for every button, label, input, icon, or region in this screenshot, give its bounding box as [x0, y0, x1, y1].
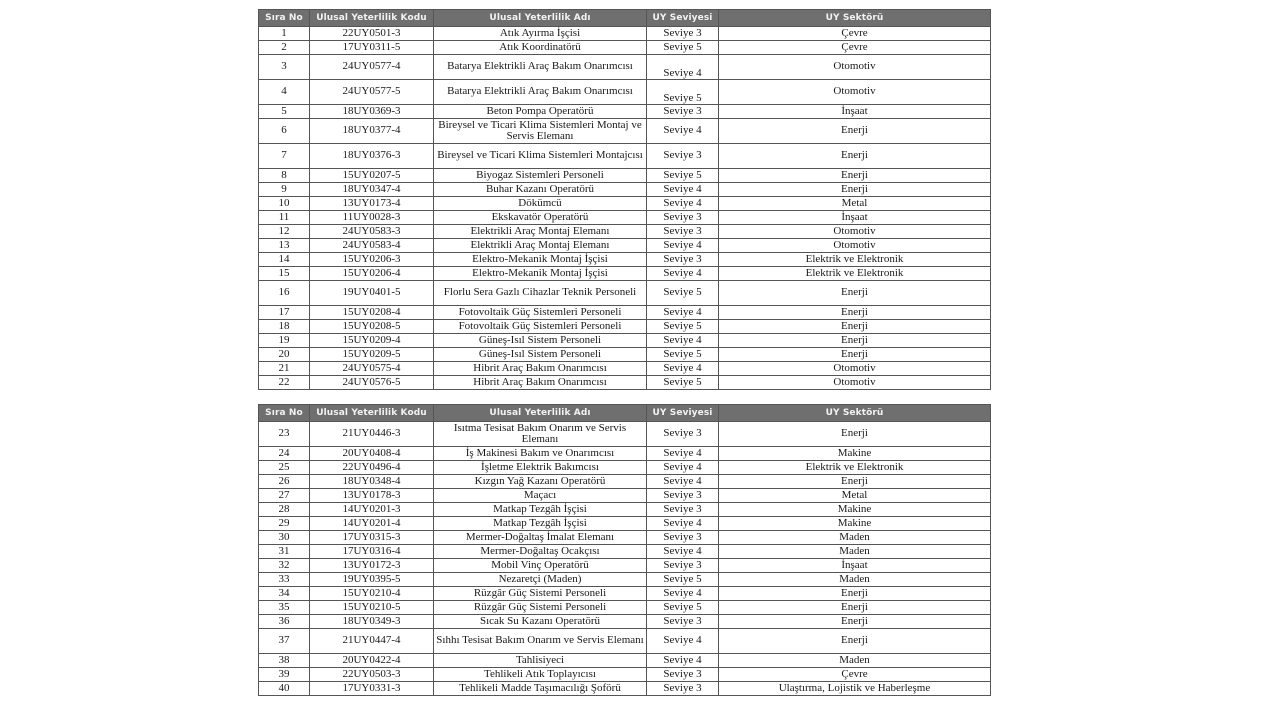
cell-sektoru: Elektrik ve Elektronik	[719, 253, 991, 267]
cell-sektoru: Enerji	[719, 169, 991, 183]
cell-seviyesi: Seviye 5	[647, 281, 719, 306]
cell-sektoru: Enerji	[719, 422, 991, 447]
cell-sektoru: Otomotiv	[719, 376, 991, 390]
cell-kodu: 15UY0210-5	[310, 601, 434, 615]
cell-sira-no: 8	[259, 169, 310, 183]
cell-kodu: 21UY0447-4	[310, 629, 434, 654]
cell-sira-no: 13	[259, 239, 310, 253]
table-row	[259, 503, 991, 517]
cell-sektoru: İnşaat	[719, 211, 991, 225]
cell-sektoru: Enerji	[719, 183, 991, 197]
table-row	[259, 531, 991, 545]
cell-kodu: 17UY0316-4	[310, 545, 434, 559]
cell-adi: Hibrit Araç Bakım Onarımcısı	[434, 362, 647, 376]
cell-kodu: 18UY0369-3	[310, 105, 434, 119]
cell-adi: Ekskavatör Operatörü	[434, 211, 647, 225]
cell-sira-no: 15	[259, 267, 310, 281]
cell-sektoru: Otomotiv	[719, 362, 991, 376]
cell-adi: Güneş-Isıl Sistem Personeli	[434, 348, 647, 362]
table-row	[259, 334, 991, 348]
cell-sira-no: 18	[259, 320, 310, 334]
header-kodu: Ulusal Yeterlilik Kodu	[310, 405, 434, 422]
cell-seviyesi: Seviye 4	[647, 197, 719, 211]
table-row	[259, 559, 991, 573]
cell-kodu: 21UY0446-3	[310, 422, 434, 447]
cell-seviyesi: Seviye 5	[647, 573, 719, 587]
cell-sira-no: 36	[259, 615, 310, 629]
cell-sira-no: 9	[259, 183, 310, 197]
header-seviyesi: UY Seviyesi	[647, 10, 719, 27]
cell-kodu: 14UY0201-4	[310, 517, 434, 531]
cell-kodu: 22UY0503-3	[310, 668, 434, 682]
cell-kodu: 17UY0331-3	[310, 682, 434, 696]
cell-adi: Buhar Kazanı Operatörü	[434, 183, 647, 197]
cell-adi: Bireysel ve Ticari Klima Sistemleri Montajcısı	[434, 144, 647, 169]
cell-sira-no: 31	[259, 545, 310, 559]
cell-sira-no: 2	[259, 41, 310, 55]
cell-sira-no: 7	[259, 144, 310, 169]
cell-kodu: 19UY0395-5	[310, 573, 434, 587]
cell-seviyesi: Seviye 4	[647, 447, 719, 461]
cell-adi: Hibrit Araç Bakım Onarımcısı	[434, 376, 647, 390]
table-header-row	[259, 405, 991, 422]
cell-seviyesi: Seviye 3	[647, 27, 719, 41]
cell-adi: Kızgın Yağ Kazanı Operatörü	[434, 475, 647, 489]
cell-sira-no: 24	[259, 447, 310, 461]
cell-seviyesi: Seviye 4	[647, 475, 719, 489]
cell-seviyesi: Seviye 4	[647, 461, 719, 475]
table-row	[259, 545, 991, 559]
cell-seviyesi: Seviye 3	[647, 105, 719, 119]
cell-sektoru: Çevre	[719, 668, 991, 682]
cell-sektoru: Makine	[719, 517, 991, 531]
cell-sektoru: Enerji	[719, 629, 991, 654]
cell-kodu: 13UY0178-3	[310, 489, 434, 503]
cell-sira-no: 5	[259, 105, 310, 119]
table-row	[259, 629, 991, 654]
cell-kodu: 24UY0577-5	[310, 80, 434, 105]
cell-kodu: 18UY0377-4	[310, 119, 434, 144]
cell-sira-no: 11	[259, 211, 310, 225]
cell-sektoru: Enerji	[719, 306, 991, 320]
qualifications-table-2	[258, 404, 991, 696]
cell-kodu: 15UY0207-5	[310, 169, 434, 183]
cell-seviyesi: Seviye 4	[647, 654, 719, 668]
cell-seviyesi: Seviye 5	[647, 80, 719, 105]
table-row	[259, 306, 991, 320]
table-row	[259, 376, 991, 390]
cell-sira-no: 28	[259, 503, 310, 517]
cell-seviyesi: Seviye 5	[647, 169, 719, 183]
cell-sira-no: 6	[259, 119, 310, 144]
table-row	[259, 183, 991, 197]
cell-seviyesi: Seviye 3	[647, 489, 719, 503]
cell-kodu: 18UY0347-4	[310, 183, 434, 197]
cell-adi: Nezaretçi (Maden)	[434, 573, 647, 587]
cell-seviyesi: Seviye 5	[647, 41, 719, 55]
cell-sektoru: Çevre	[719, 27, 991, 41]
cell-seviyesi: Seviye 4	[647, 545, 719, 559]
cell-seviyesi: Seviye 4	[647, 334, 719, 348]
cell-sektoru: Otomotiv	[719, 239, 991, 253]
cell-seviyesi: Seviye 5	[647, 376, 719, 390]
cell-seviyesi: Seviye 3	[647, 211, 719, 225]
cell-adi: Tehlikeli Atık Toplayıcısı	[434, 668, 647, 682]
cell-seviyesi: Seviye 4	[647, 119, 719, 144]
cell-sektoru: Maden	[719, 654, 991, 668]
cell-sektoru: Çevre	[719, 41, 991, 55]
cell-adi: Sıcak Su Kazanı Operatörü	[434, 615, 647, 629]
cell-kodu: 11UY0028-3	[310, 211, 434, 225]
cell-seviyesi: Seviye 4	[647, 183, 719, 197]
cell-kodu: 17UY0311-5	[310, 41, 434, 55]
table-row	[259, 119, 991, 144]
table-row	[259, 80, 991, 105]
cell-sektoru: Enerji	[719, 348, 991, 362]
cell-sektoru: Maden	[719, 573, 991, 587]
cell-kodu: 15UY0210-4	[310, 587, 434, 601]
cell-kodu: 14UY0201-3	[310, 503, 434, 517]
cell-sira-no: 27	[259, 489, 310, 503]
cell-sektoru: Enerji	[719, 119, 991, 144]
cell-kodu: 15UY0208-4	[310, 306, 434, 320]
cell-kodu: 18UY0348-4	[310, 475, 434, 489]
cell-sira-no: 4	[259, 80, 310, 105]
cell-sira-no: 1	[259, 27, 310, 41]
cell-adi: İşletme Elektrik Bakımcısı	[434, 461, 647, 475]
cell-kodu: 22UY0501-3	[310, 27, 434, 41]
table-row	[259, 517, 991, 531]
cell-sektoru: Maden	[719, 531, 991, 545]
table-row	[259, 197, 991, 211]
cell-adi: Atık Koordinatörü	[434, 41, 647, 55]
cell-kodu: 20UY0422-4	[310, 654, 434, 668]
table-row	[259, 41, 991, 55]
cell-kodu: 19UY0401-5	[310, 281, 434, 306]
cell-kodu: 24UY0583-4	[310, 239, 434, 253]
cell-sira-no: 30	[259, 531, 310, 545]
cell-adi: Elektro-Mekanik Montaj İşçisi	[434, 253, 647, 267]
cell-adi: Tahlisiyeci	[434, 654, 647, 668]
cell-kodu: 15UY0208-5	[310, 320, 434, 334]
table-row	[259, 348, 991, 362]
header-sektoru: UY Sektörü	[719, 10, 991, 27]
cell-sektoru: Enerji	[719, 587, 991, 601]
cell-sira-no: 10	[259, 197, 310, 211]
cell-adi: Mermer-Doğaltaş İmalat Elemanı	[434, 531, 647, 545]
cell-sektoru: Maden	[719, 545, 991, 559]
table-row	[259, 654, 991, 668]
cell-seviyesi: Seviye 4	[647, 239, 719, 253]
cell-adi: Bireysel ve Ticari Klima Sistemleri Montaj ve Servis Elemanı	[434, 119, 647, 144]
cell-seviyesi: Seviye 3	[647, 559, 719, 573]
cell-seviyesi: Seviye 5	[647, 320, 719, 334]
cell-seviyesi: Seviye 3	[647, 225, 719, 239]
cell-adi: Biyogaz Sistemleri Personeli	[434, 169, 647, 183]
cell-sektoru: Metal	[719, 489, 991, 503]
table-header-row	[259, 10, 991, 27]
cell-sektoru: Enerji	[719, 144, 991, 169]
cell-sira-no: 39	[259, 668, 310, 682]
cell-sira-no: 21	[259, 362, 310, 376]
cell-kodu: 15UY0209-4	[310, 334, 434, 348]
cell-seviyesi: Seviye 3	[647, 531, 719, 545]
cell-adi: Elektrikli Araç Montaj Elemanı	[434, 239, 647, 253]
cell-adi: Matkap Tezgâh İşçisi	[434, 503, 647, 517]
cell-sektoru: Enerji	[719, 615, 991, 629]
cell-sira-no: 20	[259, 348, 310, 362]
cell-seviyesi: Seviye 4	[647, 517, 719, 531]
table-row	[259, 461, 991, 475]
cell-seviyesi: Seviye 3	[647, 422, 719, 447]
table-row	[259, 668, 991, 682]
cell-sektoru: Enerji	[719, 281, 991, 306]
table-row	[259, 225, 991, 239]
cell-sektoru: Metal	[719, 197, 991, 211]
cell-sira-no: 19	[259, 334, 310, 348]
cell-seviyesi: Seviye 4	[647, 362, 719, 376]
cell-adi: Batarya Elektrikli Araç Bakım Onarımcısı	[434, 80, 647, 105]
cell-sektoru: Enerji	[719, 601, 991, 615]
table-row	[259, 615, 991, 629]
cell-sira-no: 37	[259, 629, 310, 654]
table-row	[259, 239, 991, 253]
cell-sira-no: 16	[259, 281, 310, 306]
header-adi: Ulusal Yeterlilik Adı	[434, 10, 647, 27]
cell-sira-no: 14	[259, 253, 310, 267]
cell-seviyesi: Seviye 3	[647, 503, 719, 517]
cell-sektoru: İnşaat	[719, 559, 991, 573]
table-row	[259, 211, 991, 225]
table-row	[259, 27, 991, 41]
cell-sira-no: 40	[259, 682, 310, 696]
cell-adi: Maçacı	[434, 489, 647, 503]
cell-sektoru: Enerji	[719, 334, 991, 348]
cell-kodu: 24UY0576-5	[310, 376, 434, 390]
cell-adi: Fotovoltaik Güç Sistemleri Personeli	[434, 320, 647, 334]
cell-seviyesi: Seviye 3	[647, 615, 719, 629]
cell-sektoru: İnşaat	[719, 105, 991, 119]
table-row	[259, 587, 991, 601]
cell-sektoru: Elektrik ve Elektronik	[719, 461, 991, 475]
table-row	[259, 144, 991, 169]
cell-adi: İş Makinesi Bakım ve Onarımcısı	[434, 447, 647, 461]
table-row	[259, 320, 991, 334]
qualifications-table-1	[258, 9, 991, 390]
cell-sira-no: 25	[259, 461, 310, 475]
cell-kodu: 15UY0206-3	[310, 253, 434, 267]
table-row	[259, 573, 991, 587]
cell-adi: Güneş-Isıl Sistem Personeli	[434, 334, 647, 348]
cell-kodu: 18UY0349-3	[310, 615, 434, 629]
cell-kodu: 13UY0172-3	[310, 559, 434, 573]
cell-adi: Fotovoltaik Güç Sistemleri Personeli	[434, 306, 647, 320]
cell-sira-no: 35	[259, 601, 310, 615]
cell-seviyesi: Seviye 5	[647, 601, 719, 615]
cell-adi: Isıtma Tesisat Bakım Onarım ve Servis Elemanı	[434, 422, 647, 447]
cell-sira-no: 34	[259, 587, 310, 601]
cell-seviyesi: Seviye 4	[647, 267, 719, 281]
header-sira-no: Sıra No	[259, 405, 310, 422]
table-row	[259, 601, 991, 615]
cell-adi: Florlu Sera Gazlı Cihazlar Teknik Personeli	[434, 281, 647, 306]
cell-sektoru: Ulaştırma, Lojistik ve Haberleşme	[719, 682, 991, 696]
cell-adi: Dökümcü	[434, 197, 647, 211]
cell-kodu: 15UY0206-4	[310, 267, 434, 281]
cell-kodu: 22UY0496-4	[310, 461, 434, 475]
cell-sektoru: Enerji	[719, 320, 991, 334]
cell-kodu: 15UY0209-5	[310, 348, 434, 362]
table-row	[259, 169, 991, 183]
cell-seviyesi: Seviye 4	[647, 629, 719, 654]
table-row	[259, 55, 991, 80]
table-row	[259, 447, 991, 461]
header-seviyesi: UY Seviyesi	[647, 405, 719, 422]
cell-sektoru: Makine	[719, 447, 991, 461]
table-row	[259, 105, 991, 119]
table-row	[259, 253, 991, 267]
cell-sira-no: 17	[259, 306, 310, 320]
cell-kodu: 20UY0408-4	[310, 447, 434, 461]
cell-sira-no: 29	[259, 517, 310, 531]
table-row	[259, 422, 991, 447]
cell-adi: Elektrikli Araç Montaj Elemanı	[434, 225, 647, 239]
cell-sektoru: Elektrik ve Elektronik	[719, 267, 991, 281]
cell-seviyesi: Seviye 3	[647, 682, 719, 696]
cell-seviyesi: Seviye 3	[647, 668, 719, 682]
header-sektoru: UY Sektörü	[719, 405, 991, 422]
cell-sira-no: 23	[259, 422, 310, 447]
cell-sira-no: 26	[259, 475, 310, 489]
cell-adi: Rüzgâr Güç Sistemi Personeli	[434, 601, 647, 615]
cell-seviyesi: Seviye 3	[647, 144, 719, 169]
cell-sira-no: 3	[259, 55, 310, 80]
cell-sira-no: 33	[259, 573, 310, 587]
cell-seviyesi: Seviye 4	[647, 587, 719, 601]
cell-adi: Matkap Tezgâh İşçisi	[434, 517, 647, 531]
cell-seviyesi: Seviye 4	[647, 55, 719, 80]
table-row	[259, 281, 991, 306]
cell-adi: Mermer-Doğaltaş Ocakçısı	[434, 545, 647, 559]
cell-adi: Sıhhı Tesisat Bakım Onarım ve Servis Elemanı	[434, 629, 647, 654]
table-row	[259, 489, 991, 503]
cell-kodu: 18UY0376-3	[310, 144, 434, 169]
cell-sira-no: 38	[259, 654, 310, 668]
table-row	[259, 267, 991, 281]
cell-kodu: 24UY0575-4	[310, 362, 434, 376]
header-adi: Ulusal Yeterlilik Adı	[434, 405, 647, 422]
cell-sira-no: 32	[259, 559, 310, 573]
cell-sira-no: 22	[259, 376, 310, 390]
header-kodu: Ulusal Yeterlilik Kodu	[310, 10, 434, 27]
cell-seviyesi: Seviye 5	[647, 348, 719, 362]
cell-sektoru: Otomotiv	[719, 225, 991, 239]
cell-sira-no: 12	[259, 225, 310, 239]
table-row	[259, 475, 991, 489]
cell-adi: Beton Pompa Operatörü	[434, 105, 647, 119]
cell-kodu: 24UY0583-3	[310, 225, 434, 239]
cell-adi: Batarya Elektrikli Araç Bakım Onarımcısı	[434, 55, 647, 80]
cell-seviyesi: Seviye 3	[647, 253, 719, 267]
header-sira-no: Sıra No	[259, 10, 310, 27]
cell-sektoru: Otomotiv	[719, 80, 991, 105]
cell-seviyesi: Seviye 4	[647, 306, 719, 320]
cell-kodu: 13UY0173-4	[310, 197, 434, 211]
cell-kodu: 17UY0315-3	[310, 531, 434, 545]
cell-sektoru: Otomotiv	[719, 55, 991, 80]
cell-adi: Mobil Vinç Operatörü	[434, 559, 647, 573]
cell-kodu: 24UY0577-4	[310, 55, 434, 80]
table-row	[259, 362, 991, 376]
cell-adi: Tehlikeli Madde Taşımacılığı Şoförü	[434, 682, 647, 696]
cell-sektoru: Makine	[719, 503, 991, 517]
cell-adi: Elektro-Mekanik Montaj İşçisi	[434, 267, 647, 281]
table-row	[259, 682, 991, 696]
cell-adi: Rüzgâr Güç Sistemi Personeli	[434, 587, 647, 601]
cell-sektoru: Enerji	[719, 475, 991, 489]
cell-adi: Atık Ayırma İşçisi	[434, 27, 647, 41]
